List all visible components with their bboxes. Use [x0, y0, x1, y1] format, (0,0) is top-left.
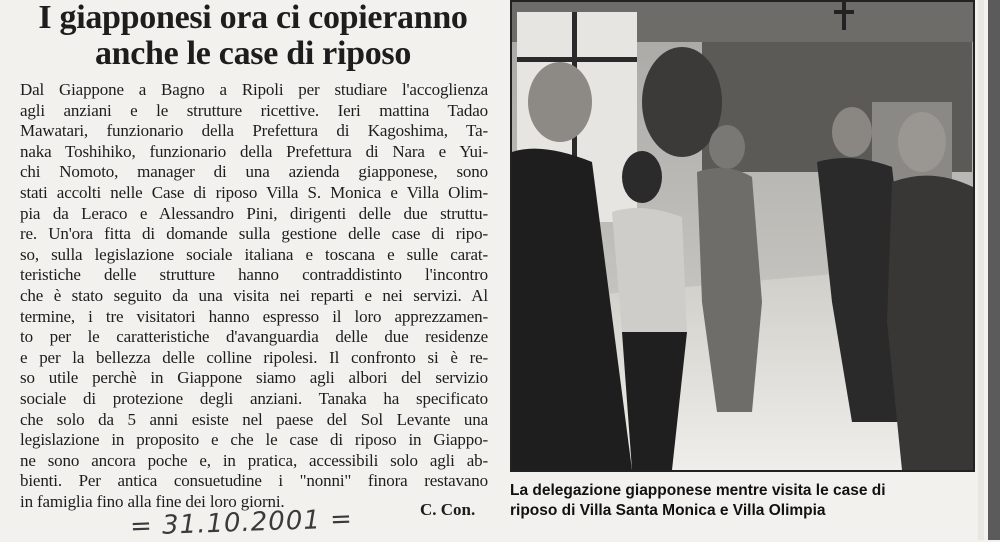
photo-caption-line-1: La delegazione giapponese mentre visita le case di	[510, 482, 886, 499]
photo-caption-line-2: riposo di Villa Santa Monica e Villa Olimpia	[510, 502, 826, 519]
article-line: so, sulla legislazione sociale italiana e toscana e sulle carat-	[20, 244, 488, 264]
byline: C. Con.	[420, 500, 476, 519]
article-line: re. Un'ora fitta di domande sulla gestione delle case di ripo-	[20, 224, 488, 244]
article-line: teristiche delle strutture hanno contraddistinto l'incontro	[20, 265, 488, 285]
news-photo	[510, 0, 975, 472]
article-body	[20, 80, 488, 512]
headline-line-1: I giapponesi ora ci copieranno	[38, 0, 468, 36]
article-line: legislazione in proposito e che le case di riposo in Giappo-	[20, 430, 488, 450]
article-line: agli anziani e le strutture ricettive. Ieri mattina Tadao	[20, 100, 488, 120]
article-line: ne sono ancora poche e, in pratica, accessibili solo agli ab-	[20, 450, 488, 470]
article-line: in famiglia fino alla fine dei loro giorni.	[20, 491, 285, 511]
article-line: e per la bellezza delle colline ripolesi. Il confronto si è re-	[20, 347, 488, 367]
article-line: pia da Leraco e Alessandro Pini, dirigenti delle due struttu-	[20, 203, 488, 223]
handwritten-date: = 31.10.2001 =	[129, 504, 354, 542]
page-edge-dark	[988, 0, 1000, 540]
article-line: termine, i tre visitatori hanno espresso il loro apprezzamen-	[20, 306, 488, 326]
article-line: che solo da 5 anni esiste nel paese del Sol Levante una	[20, 409, 488, 429]
article-line: Mawatari, funzionario della Prefettura di Kagoshima, Ta-	[20, 121, 488, 141]
article-line: sociale di protezione degli anziani. Tanaka ha specificato	[20, 388, 488, 408]
article-line: bienti. Per antica consuetudine i "nonni" finora restavano	[20, 471, 488, 491]
article-line: che è stato seguito da una visita nei reparti e nei servizi. Al	[20, 285, 488, 305]
article-line: chi Nomoto, manager di una azienda giapponese, sono	[20, 162, 488, 182]
page-edge-light	[978, 0, 984, 540]
article-line: so utile perchè in Giappone siamo agli albori del servizio	[20, 368, 488, 388]
photo-caption	[510, 481, 990, 521]
article-line: Dal Giappone a Bagno a Ripoli per studiare l'accoglienza	[20, 80, 488, 99]
photo-illustration	[512, 2, 973, 470]
headline-line-2: anche le case di riposo	[94, 35, 412, 72]
article-line: to per le caratteristiche d'avanguardia delle due residenze	[20, 327, 488, 347]
article-line: stati accolti nelle Case di riposo Villa S. Monica e Villa Olim-	[20, 182, 488, 202]
headline	[8, 0, 498, 72]
article-line: naka Toshihiko, funzionario della Prefettura di Nara e Yui-	[20, 141, 488, 161]
